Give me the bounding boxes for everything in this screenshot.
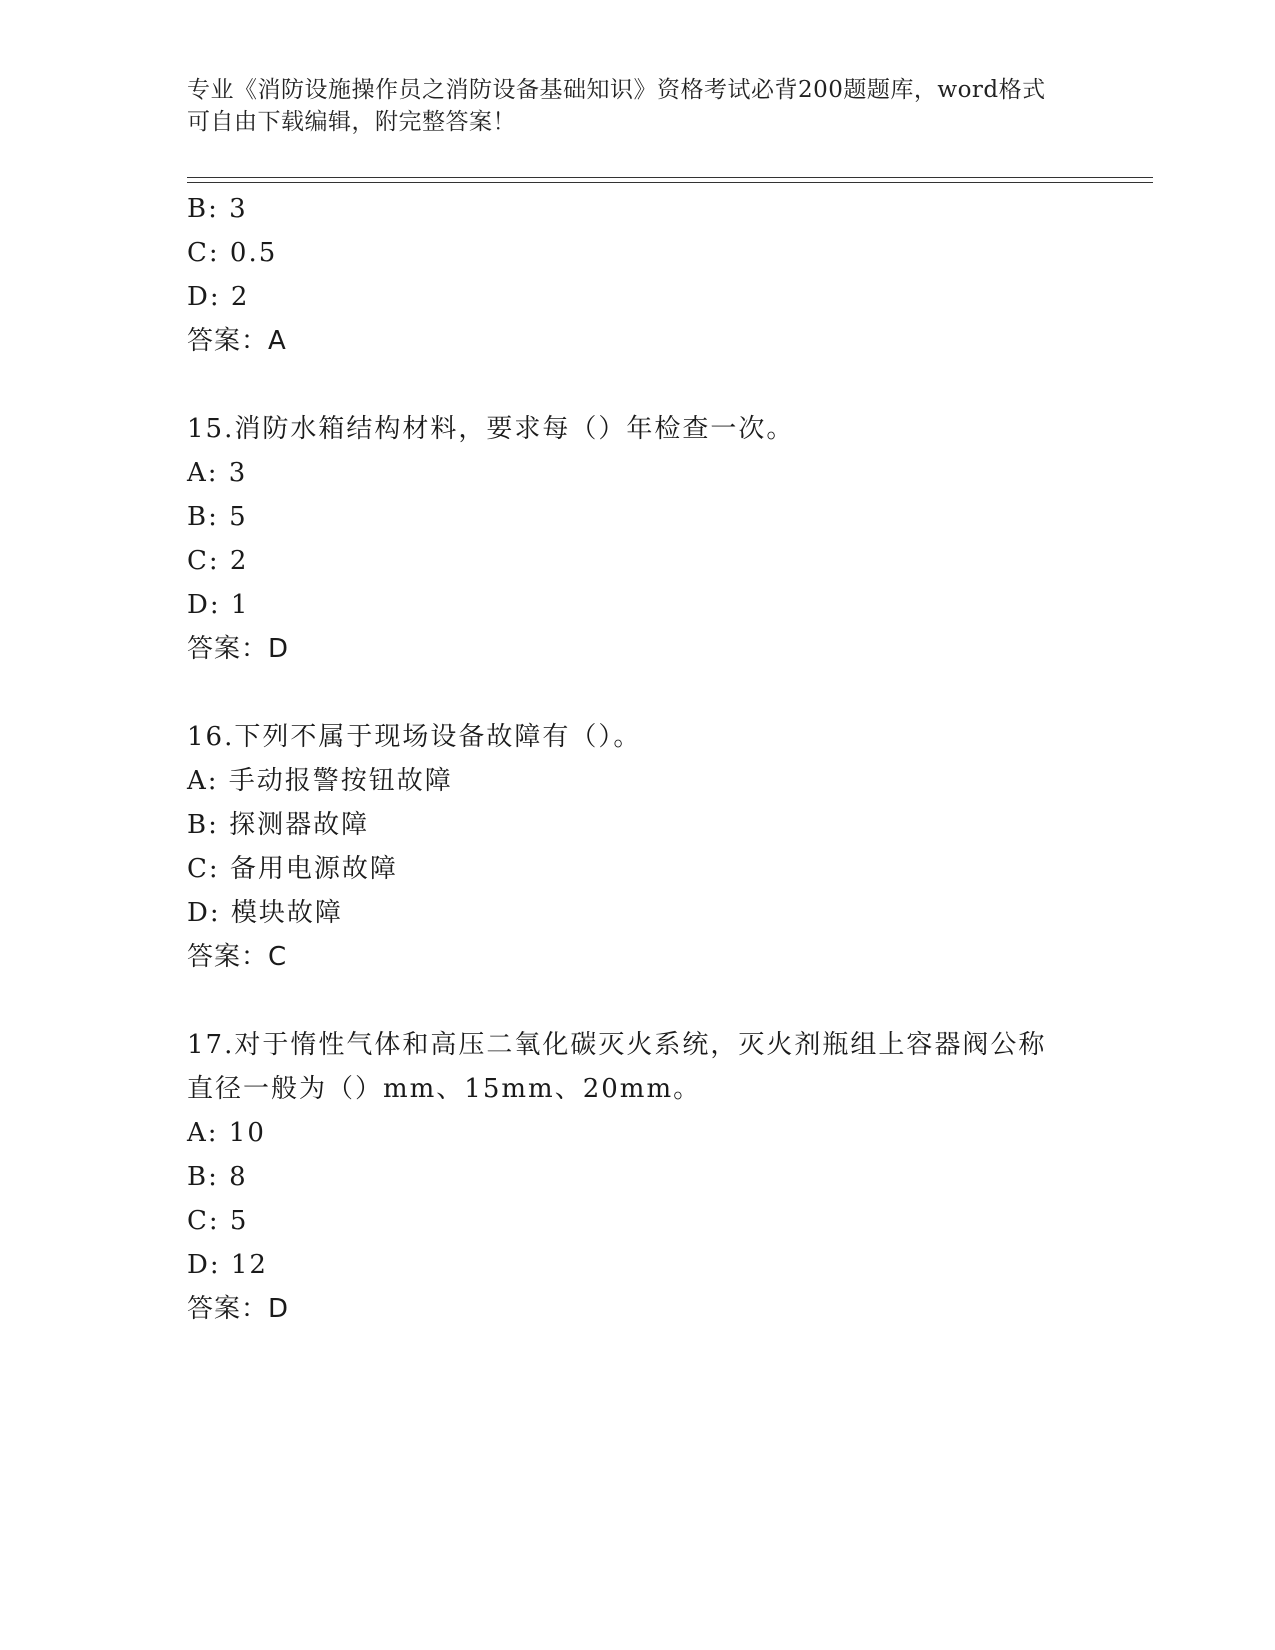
header-divider [187, 177, 1153, 178]
option-d: D: 模块故障 [187, 898, 343, 928]
option-d: D: 2 [187, 282, 250, 312]
option-b: B: 探测器故障 [187, 810, 370, 840]
answer: 答案：D [187, 1294, 290, 1324]
option-a: A: 3 [187, 458, 248, 488]
document-header: 专业《消防设施操作员之消防设备基础知识》资格考试必背200题题库，word格式可自由下载编辑，附完整答案！ [187, 77, 1046, 135]
option-b: B: 8 [187, 1162, 248, 1192]
option-c: C: 备用电源故障 [187, 854, 398, 884]
answer: 答案：D [187, 634, 290, 664]
option-a: A: 手动报警按钮故障 [187, 766, 453, 796]
question-17-continued: 直径一般为（）mm、15mm、20mm。 [187, 1074, 702, 1104]
option-c: C: 2 [187, 546, 249, 576]
option-c: C: 0.5 [187, 238, 278, 268]
option-b: B: 5 [187, 502, 248, 532]
option-d: D: 1 [187, 590, 250, 620]
option-c: C: 5 [187, 1206, 249, 1236]
answer: 答案：A [187, 326, 287, 356]
question-15: 15.消防水箱结构材料，要求每（）年检查一次。 [187, 414, 795, 444]
answer: 答案：C [187, 942, 288, 972]
header-divider-double [187, 182, 1153, 183]
option-b: B: 3 [187, 194, 248, 224]
question-17: 17.对于惰性气体和高压二氧化碳灭火系统，灭火剂瓶组上容器阀公称 [187, 1030, 1047, 1060]
option-d: D: 12 [187, 1250, 268, 1280]
option-a: A: 10 [187, 1118, 266, 1148]
question-16: 16.下列不属于现场设备故障有（）。 [187, 722, 642, 752]
